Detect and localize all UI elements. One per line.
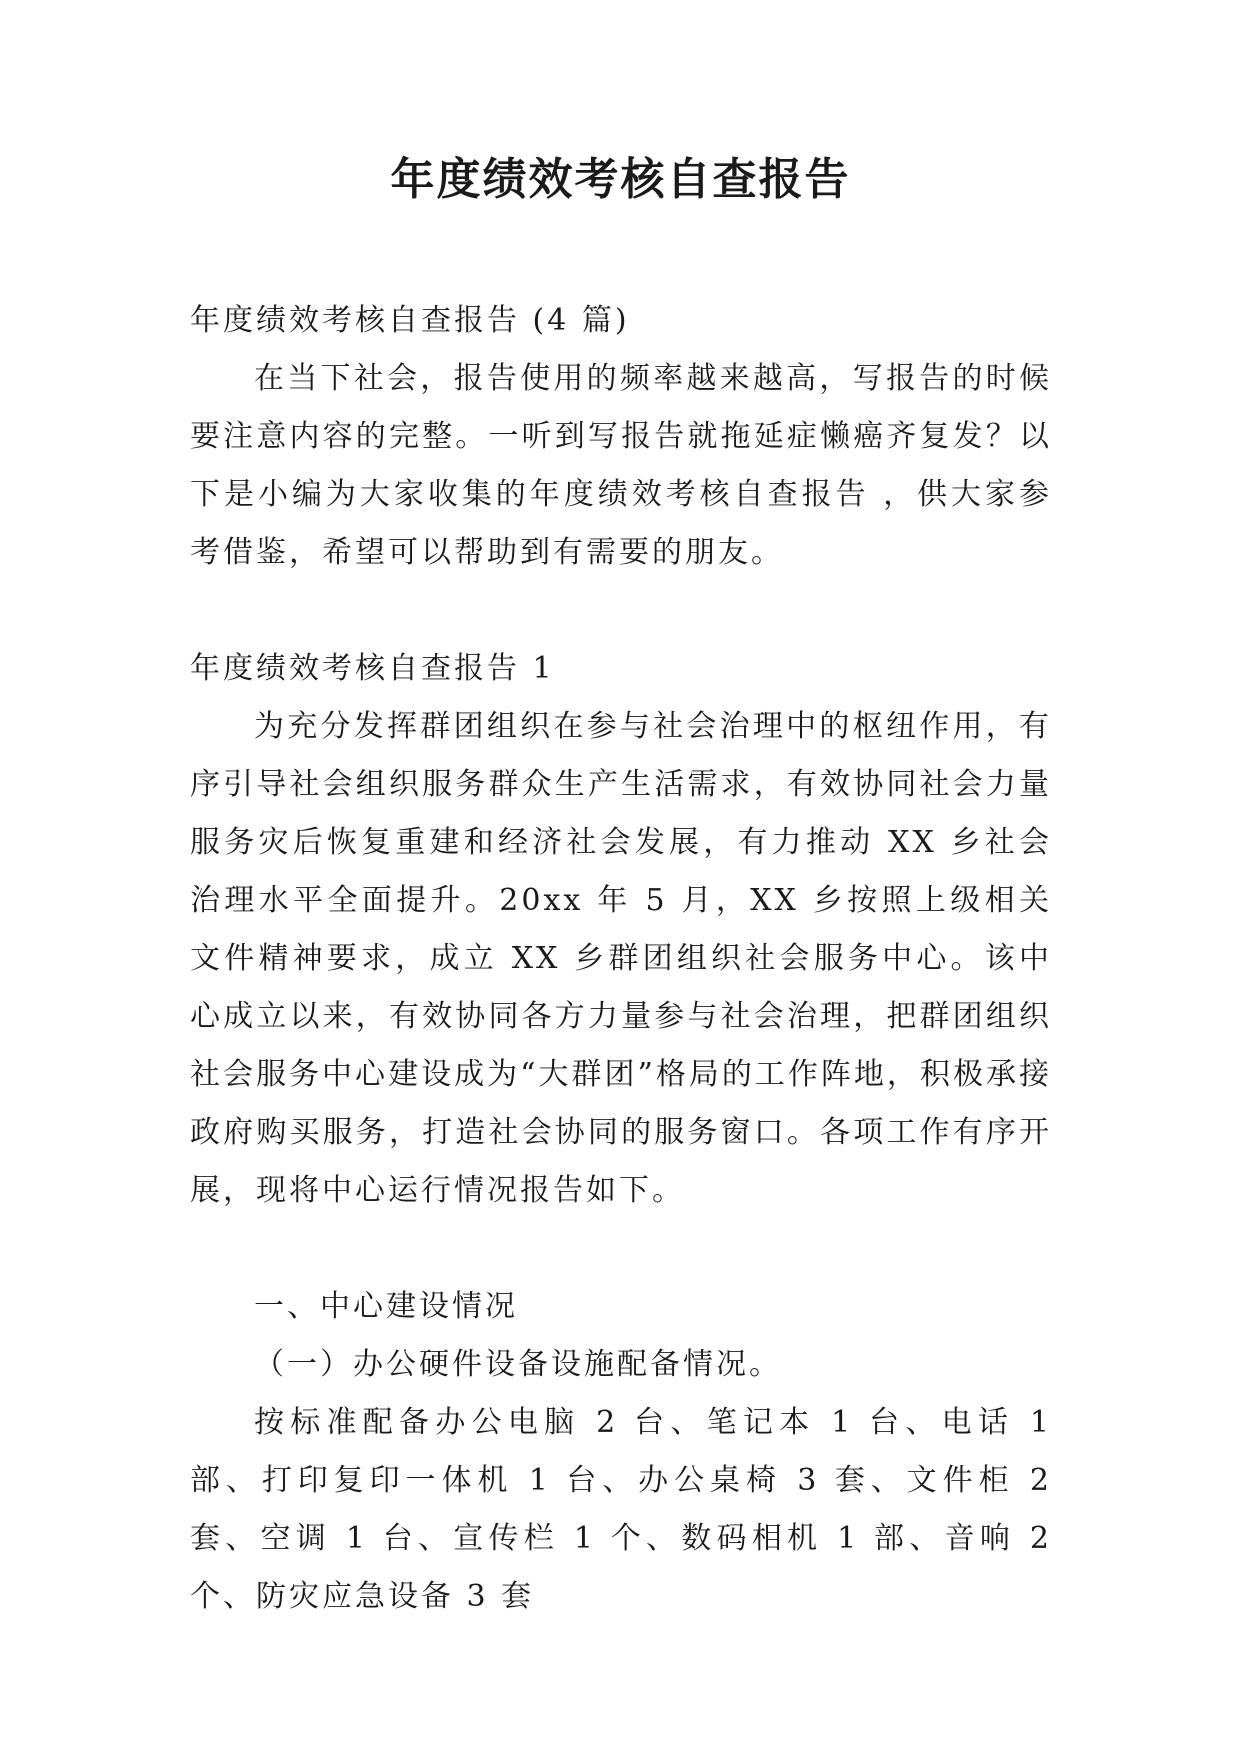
- document-body: [190, 292, 1052, 1626]
- section-paragraph: 为充分发挥群团组织在参与社会治理中的枢纽作用，有序引导社会组织服务群众生产生活需求，有效协同社会力量服务灾后恢复重建和经济社会发展，有力推动 XX 乡社会治理水平全面提升。20xx 年 5 月，XX 乡按照上级相关文件精神要求，成立 XX 乡群团组织社会服务中心。该中心成立以来，有效协同各方力量参与社会治理，把群团组织社会服务中心建设成为“大群团”格局的工作阵地，积极承接政府购买服务，打造社会协同的服务窗口。各项工作有序开展，现将中心运行情况报告如下。: [190, 709, 1052, 1208]
- equipment-paragraph: 按标准配备办公电脑 2 台、笔记本 1 台、电话 1 部、打印复印一体机 1 台、办公桌椅 3 套、文件柜 2 套、空调 1 台、宣传栏 1 个、数码相机 1 部、音响 2 个、防灾应急设备 3 套: [190, 1405, 1052, 1614]
- document-title: 年度绩效考核自查报告: [390, 154, 851, 205]
- paragraph-spacer: [190, 1220, 1052, 1278]
- paragraph-spacer: [190, 582, 1052, 640]
- document-subtitle: 年度绩效考核自查报告 (4 篇): [190, 303, 630, 338]
- section-heading: 一、中心建设情况: [254, 1289, 518, 1324]
- subsection-heading: （一）办公硬件设备设施配备情况。: [254, 1347, 782, 1382]
- intro-paragraph: 在当下社会，报告使用的频率越来越高，写报告的时候要注意内容的完整。一听到写报告就拖延症懒癌齐复发？以下是小编为大家收集的年度绩效考核自查报告 ，供大家参考借鉴，希望可以帮助到有需要的朋友。: [190, 361, 1052, 570]
- section-title: 年度绩效考核自查报告 1: [190, 651, 555, 686]
